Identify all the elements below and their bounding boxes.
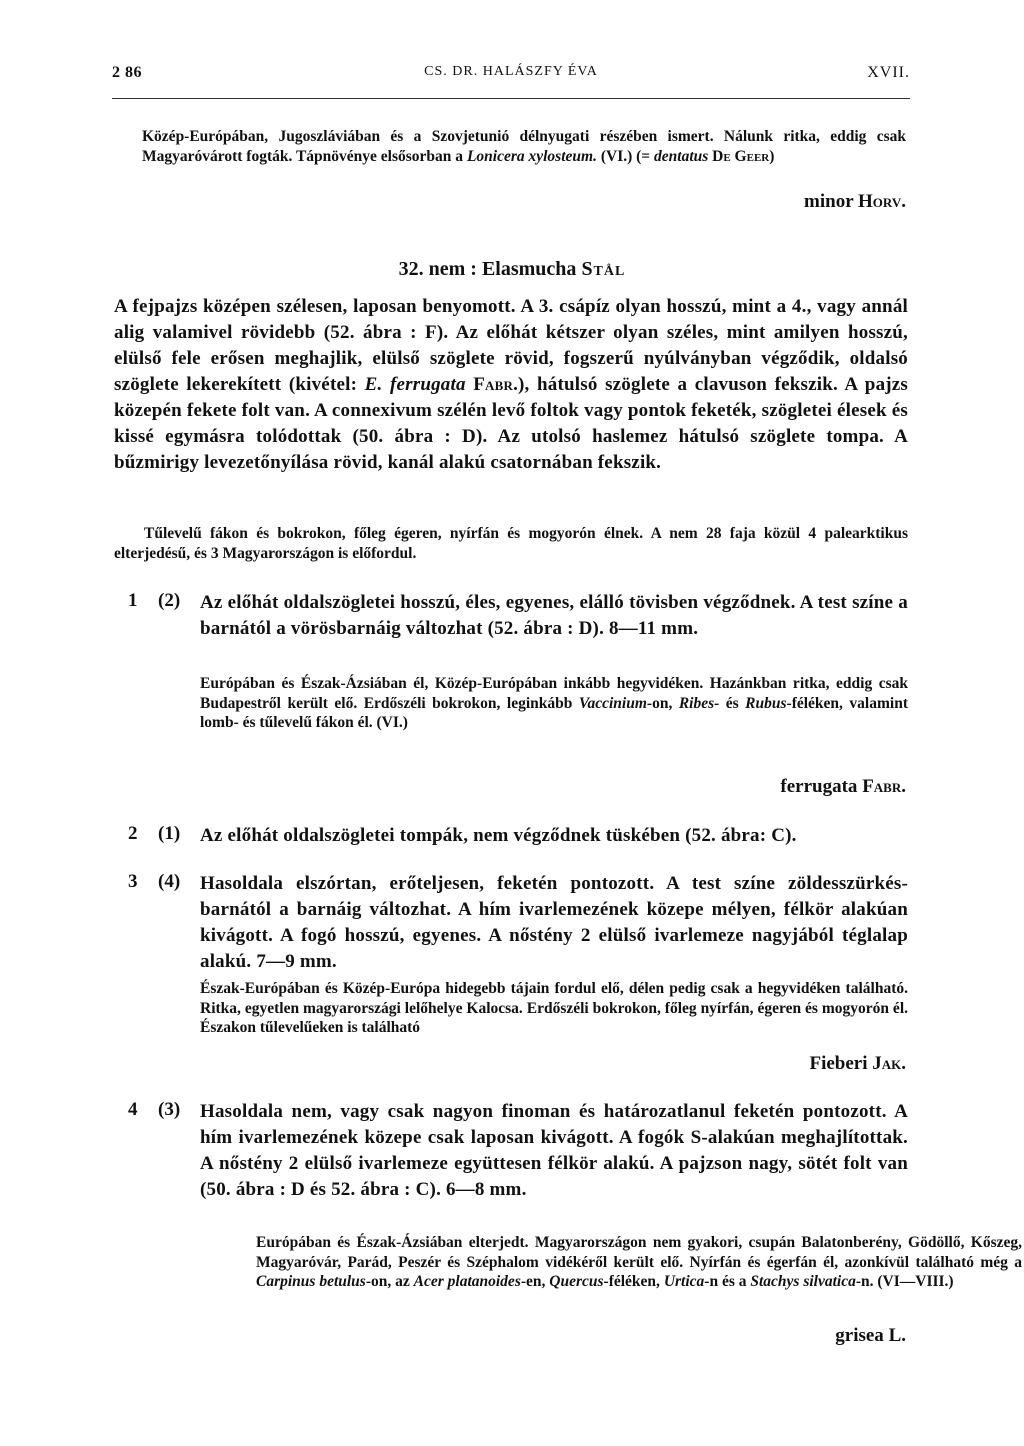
dist-plant: Acer platanoides <box>413 1273 521 1290</box>
species-author: L. <box>888 1325 906 1346</box>
key-reference: (4) <box>158 871 181 892</box>
intro-line: Nálunk ritka, eddig csak Magyaróvárott fogták. Tápnövénye elsősorban a <box>142 128 907 165</box>
genus-diagnosis <box>114 294 908 476</box>
genus-author: Stål <box>581 258 626 280</box>
dist-plant: Stachys silvatica <box>750 1273 856 1290</box>
diagnosis-author: Fabr. <box>473 374 519 395</box>
key-text: Az előhát oldalszögletei tompák, nem végződnek tüskében (52. ábra: C). <box>200 825 797 846</box>
chapter-number: XVII. <box>867 64 910 81</box>
dist-text: -n és a <box>704 1273 751 1290</box>
key-number: 3 <box>128 871 138 892</box>
diagnosis-text: ), hátulsó szöglete a clavuson fekszik. A pajzs közepén fekete folt van. A connexivum szélén levő foltok vagy pontok feketék, szögletei élesek és kissé egymásra tolódottak (50. ábra : D). Az utolsó haslemez hátulsó szöglete tompa. A bűzmirigy levezetőnyílása rövid, kanál alakú csatornában fekszik. <box>114 374 909 473</box>
key-reference: (1) <box>158 823 181 844</box>
dist-plant: Urtica <box>663 1273 705 1290</box>
genus-heading <box>0 258 1024 281</box>
header-rule <box>112 98 910 99</box>
species-author: Horv. <box>858 191 906 212</box>
intro-line: Közép-Európában, Jugoszláviában és a Szovjetunió délnyugati részében ismert. <box>142 128 714 145</box>
dist-plant: Ribes- <box>678 694 720 712</box>
species-author: Fabr. <box>862 776 906 797</box>
key-entry-3 <box>114 871 908 1041</box>
dist-text: -féléken, <box>603 1273 664 1290</box>
dist-text: -on, <box>646 694 679 712</box>
genus-number: 32. nem : <box>398 258 477 280</box>
running-header <box>112 64 910 94</box>
key-entry-1 <box>114 590 908 760</box>
key-reference: (3) <box>158 1099 181 1120</box>
species-name-ferrugata <box>780 776 906 798</box>
key-text: Az előhát oldalszögletei hosszú, éles, egyenes, elálló tövisben végződnek. A test színe a barnától a vörösbarnáig változhat (52. ábra : D). 8—11 mm. <box>200 592 908 639</box>
key-distribution <box>256 1233 1022 1292</box>
species-name: ferrugata <box>780 776 858 797</box>
page-number: 2 86 <box>112 64 142 81</box>
dist-text: -n. (VI—VIII.) <box>855 1273 954 1290</box>
key-number: 1 <box>128 590 138 611</box>
key-text: Hasoldala elszórtan, erőteljesen, feketén pontozott. A test színe zöldesszürkés-barnától a barnáig változhat. A hím ivarlemezének közepe mélyen, félkör alakúan kivágott. A fogó hosszú, egyenes. A nőstény 2 elülső ivarlemeze nagyjából téglalap alakú. 7—9 mm. <box>200 873 908 972</box>
key-distribution: Észak-Európában és Közép-Európa hidegebb tájain fordul elő, délen pedig csak a hegyvidéken található. Ritka, egyetlen magyarországi lelőhelye Kalocsa. Erdőszéli bokrokon, főleg nyírfán, égeren és mogyorón él. Északon tűlevelűeken is található <box>200 980 908 1036</box>
dist-plant: Vaccinium <box>578 694 647 712</box>
dist-text: -féléken, valamint lomb- és tűlevelű fákon él. (VI.) <box>200 694 908 731</box>
dist-plant: Quercus <box>549 1273 604 1290</box>
key-distribution <box>200 674 908 733</box>
dist-text: Európában és Észak-Ázsiában él, Közép-Európában inkább hegyvidéken. Hazánkban ritka, eddig csak Budapestről került elő. Erdőszéli bokrokon, leginkább <box>200 675 908 712</box>
diagnosis-text: A fejpajzs középen szélesen, laposan benyomott. A 3. csápíz olyan hosszú, mint a 4., vagy annál alig valamivel rövidebb (52. ábra : F). Az előhát kétszer olyan széles, mint amilyen hosszú, elülső fele erősen meghajlik, elülső szöglete rövid, fogszerű nyúlványban végződik, oldalsó szöglete lekerekített (kivétel: <box>114 296 908 395</box>
intro-distribution <box>142 127 906 166</box>
synonym: dentatus <box>654 147 709 165</box>
species-name: Fieberi <box>809 1053 868 1074</box>
dist-plant: Rubus <box>745 694 787 712</box>
genus-name: Elasmucha <box>481 258 577 280</box>
species-name: minor <box>804 191 854 212</box>
dist-plant: Carpinus betulus <box>256 1273 366 1290</box>
key-reference: (2) <box>158 590 181 611</box>
dist-text: -en, <box>520 1273 550 1290</box>
species-name-minor <box>804 191 906 213</box>
key-text: Hasoldala nem, vagy csak nagyon finoman és határozatlanul feketén pontozott. A hím ivarlemezének közepe csak laposan kivágott. A fogók S-alakúan meghajlítottak. A nőstény 2 elülső ivarlemeze együttesen félkör alakú. A pajzson nagy, sötét folt van (50. ábra : D és 52. ábra : C). 6—8 mm. <box>200 1101 908 1200</box>
running-author: CS. DR. HALÁSZFY ÉVA <box>424 64 598 79</box>
dist-text: -on, az <box>365 1273 414 1290</box>
intro-tail: (VI.) (= <box>596 147 655 165</box>
intro-close: ) <box>769 147 775 165</box>
species-name: grisea <box>835 1325 884 1346</box>
species-author: Jak. <box>872 1053 906 1074</box>
species-name-grisea <box>835 1325 906 1347</box>
host-plant: Lonicera xylosteum. <box>466 147 597 165</box>
key-entry-4 <box>114 1099 1022 1319</box>
key-entry-2 <box>114 823 908 853</box>
dist-text: és <box>719 694 746 712</box>
diagnosis-species: E. ferrugata <box>364 374 466 395</box>
genus-biology: Tűlevelű fákon és bokrokon, főleg égeren, nyírfán és mogyorón élnek. A nem 28 faja közül 4 palearktikus elterjedésű, és 3 Magyarországon is előfordul. <box>114 525 908 562</box>
dist-text: Európában és Észak-Ázsiában elterjedt. Magyarországon nem gyakori, csupán Balatonberény, Gödöllő, Kőszeg, Magyaróvár, Parád, Peszér és Széphalom vidékéről került elő. Nyírfán és égerfán él, azonkívül található még a <box>256 1234 1022 1271</box>
species-name-fieberi <box>809 1053 906 1075</box>
synonym-author: De Geer <box>712 147 770 165</box>
key-number: 4 <box>128 1099 138 1120</box>
key-number: 2 <box>128 823 138 844</box>
